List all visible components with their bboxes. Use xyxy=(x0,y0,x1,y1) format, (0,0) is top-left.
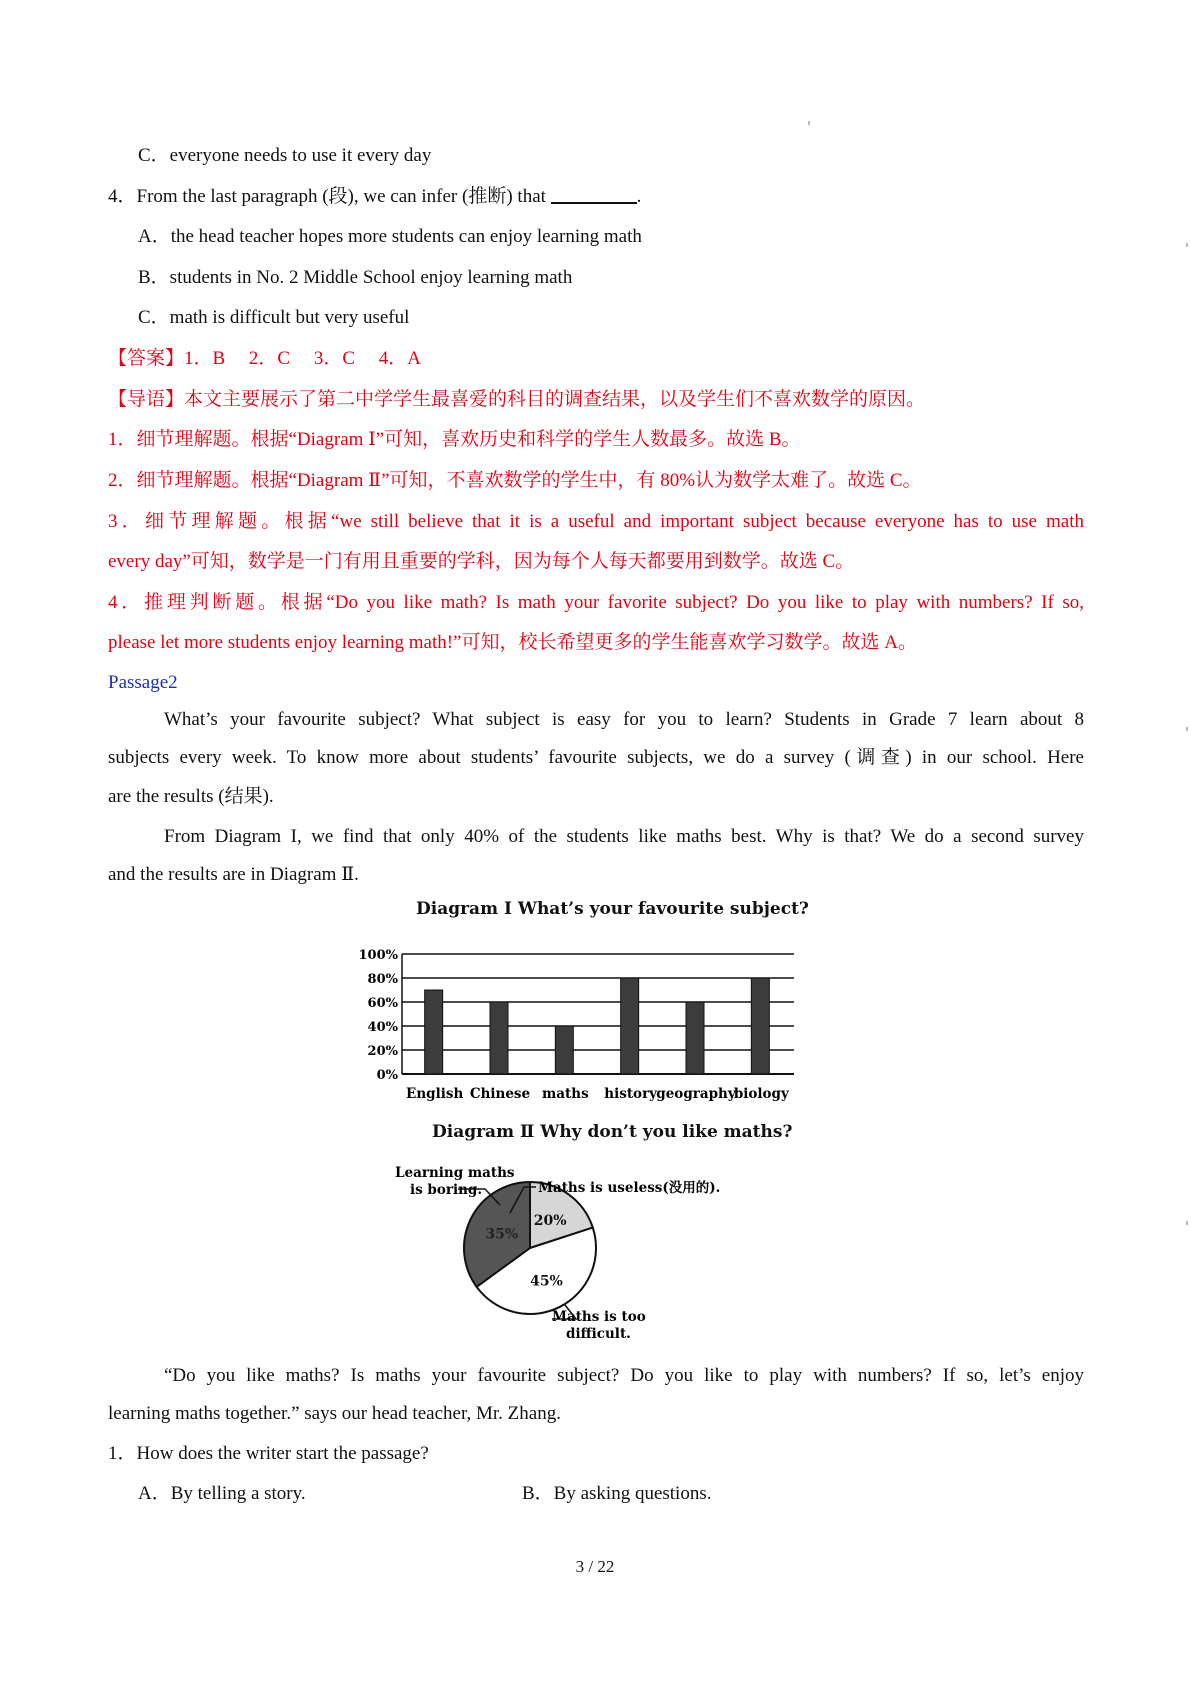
x-category-label: maths xyxy=(541,1086,589,1102)
bar xyxy=(490,1002,508,1074)
scan-mark xyxy=(1186,727,1188,731)
bar-chart xyxy=(358,930,820,1110)
y-tick-label: 40% xyxy=(367,1020,398,1035)
bar xyxy=(555,1026,573,1074)
x-category-label: biology xyxy=(733,1086,789,1102)
explanation-4-line1: 4．推理判断题。根据“Do you like math? Is math your favorite subject? Do you like to play with numbers? If so, xyxy=(108,592,1084,613)
pie-chart xyxy=(390,1155,790,1345)
explanation-4-line2: please let more students enjoy learning math!”可知，校长希望更多的学生能喜欢学习数学。故选 A。 xyxy=(108,632,917,653)
explanation-3-line2: every day”可知，数学是一门有用且重要的学科，因为每个人每天都要用到数学。故选 C。 xyxy=(108,551,855,572)
scan-mark xyxy=(1186,243,1188,247)
y-tick-label: 60% xyxy=(367,996,398,1011)
x-category-label: geography xyxy=(656,1086,736,1102)
slice-label-boring: is boring. xyxy=(410,1182,483,1198)
x-category-label: history xyxy=(604,1086,658,1102)
y-tick-label: 20% xyxy=(367,1044,398,1059)
paragraph-3-line2: learning maths together.” says our head teacher, Mr. Zhang. xyxy=(108,1403,561,1424)
question-1: 1．How does the writer start the passage? xyxy=(108,1443,429,1464)
bar xyxy=(425,990,443,1074)
bar xyxy=(621,978,639,1074)
diagram-2-title: Diagram Ⅱ Why don’t you like maths? xyxy=(432,1122,793,1142)
answer-key: 【答案】1．B 2．C 3．C 4．A xyxy=(108,348,421,369)
passage-heading: Passage2 xyxy=(108,672,178,693)
slice-label-difficult: Maths is too xyxy=(552,1309,646,1325)
paragraph-2-line2: and the results are in Diagram Ⅱ. xyxy=(108,864,359,885)
paragraph-3-line1: “Do you like maths? Is maths your favourite subject? Do you like to play with numbers? If so, let’s enjoy xyxy=(164,1365,1084,1386)
slice-label-useless: Maths is useless(没用的). xyxy=(538,1180,721,1196)
answer-blank xyxy=(551,184,637,204)
explanation-2: 2．细节理解题。根据“Diagram Ⅱ”可知，不喜欢数学的学生中，有 80%认为数学太难了。故选 C。 xyxy=(108,470,922,491)
option-a: A．By telling a story. xyxy=(138,1483,306,1504)
paragraph-1-line1: What’s your favourite subject? What subject is easy for you to learn? Students in Grade 7 learn about 8 xyxy=(164,709,1084,730)
bar xyxy=(751,978,769,1074)
x-category-label: English xyxy=(406,1086,464,1102)
diagram-1-title: Diagram Ⅰ What’s your favourite subject? xyxy=(416,899,809,919)
page-number: 3 / 22 xyxy=(575,1557,615,1576)
guide-text: 【导语】本文主要展示了第二中学学生最喜爱的科目的调查结果，以及学生们不喜欢数学的原因。 xyxy=(108,389,926,410)
paragraph-2-line1: From Diagram I, we find that only 40% of the students like maths best. Why is that? We do a second survey xyxy=(164,826,1084,847)
bar xyxy=(686,1002,704,1074)
option-b: B．By asking questions. xyxy=(522,1483,712,1504)
explanation-1: 1．细节理解题。根据“Diagram Ⅰ”可知，喜欢历史和科学的学生人数最多。故选 B。 xyxy=(108,429,801,450)
x-category-label: Chinese xyxy=(469,1086,531,1102)
option-c: C．everyone needs to use it every day xyxy=(138,145,432,166)
slice-label-difficult: difficult. xyxy=(566,1326,631,1342)
explanation-3-line1: 3．细节理解题。根据“we still believe that it is a useful and important subject because everyone has to use math xyxy=(108,511,1084,532)
slice-percent-label: 45% xyxy=(530,1273,563,1290)
scan-mark xyxy=(1186,1221,1188,1225)
slice-percent-label: 35% xyxy=(485,1226,519,1243)
question-4-text: 4．From the last paragraph (段), we can infer (推断) that xyxy=(108,186,551,207)
y-tick-label: 0% xyxy=(376,1068,398,1083)
paragraph-1-line3: are the results (结果). xyxy=(108,786,274,807)
y-tick-label: 80% xyxy=(367,972,398,987)
slice-percent-label: 20% xyxy=(533,1213,567,1230)
question-4-end: . xyxy=(636,186,642,207)
slice-label-boring: Learning maths xyxy=(395,1165,515,1181)
option-c: C．math is difficult but very useful xyxy=(138,307,410,328)
question-4 xyxy=(108,184,641,210)
option-a: A．the head teacher hopes more students can enjoy learning math xyxy=(138,226,642,247)
scan-mark xyxy=(808,121,810,125)
paragraph-1-line2: subjects every week. To know more about students’ favourite subjects, we do a survey (调查) in our school. Here xyxy=(108,747,1084,768)
option-b: B．students in No. 2 Middle School enjoy learning math xyxy=(138,267,573,288)
y-tick-label: 100% xyxy=(358,948,398,963)
